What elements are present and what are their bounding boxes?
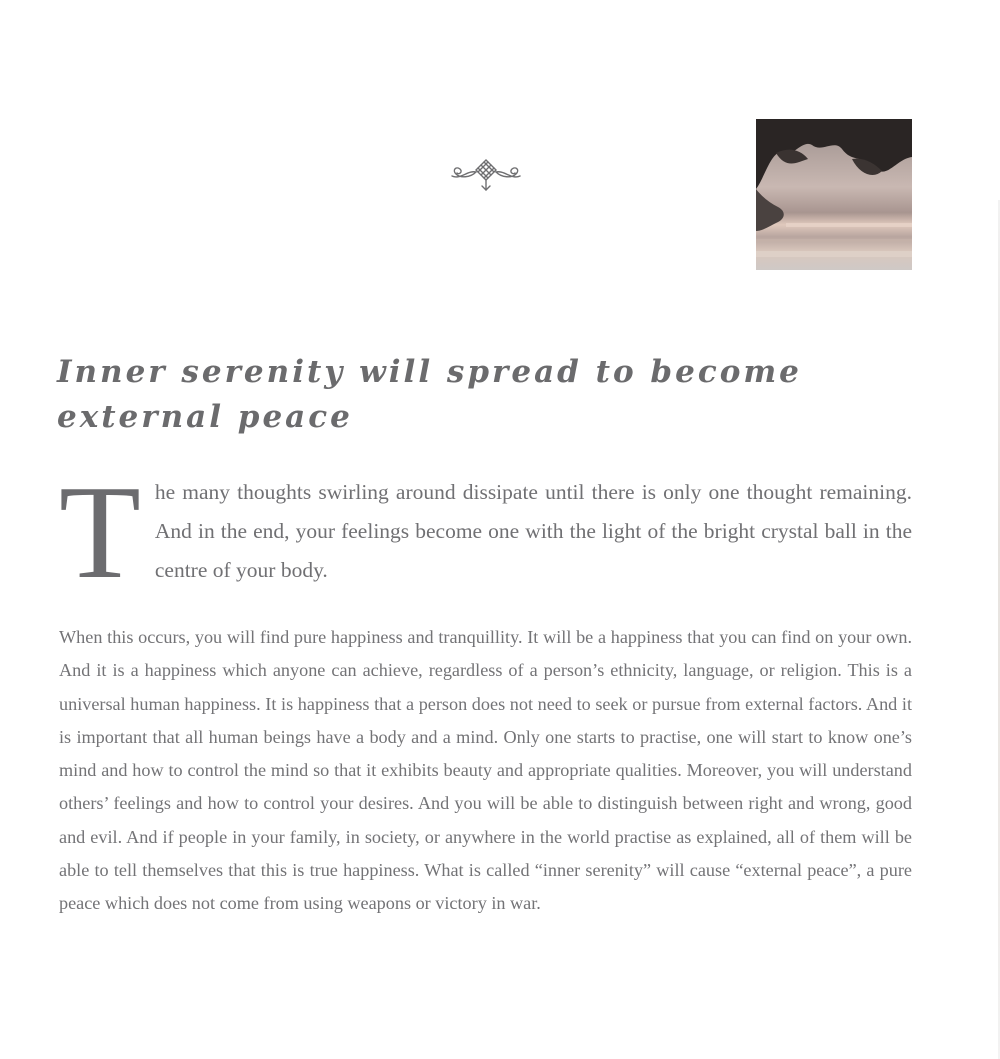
knot-scroll-ornament-icon [446,156,526,196]
lead-paragraph [59,458,912,606]
drop-cap: T [59,458,141,606]
landscape-photo [756,119,912,270]
article-heading: Inner serenity will spread to become external peace [57,354,802,435]
lead-text: he many thoughts swirling around dissipate until there is only one thought remaining. And in the end, your feelings become one with the light of the bright crystal ball in the centre of your body. [154,480,912,582]
body-paragraph: When this occurs, you will find pure happiness and tranquillity. It will be a happiness that you can find on your own. And it is a happiness which anyone can achieve, regardless of a person’s ethnicity, language, or religion. This is a universal human happiness. It is happiness that a person does not need to seek or pursue from external factors. And it is important that all human beings have a body and a mind. Only one starts to practise, one will start to know one’s mind and how to control the mind so that it exhibits beauty and appropriate qualities. Moreover, you will understand others’ feelings and how to control your desires. And you will be able to distinguish between right and wrong, good and evil. And if people in your family, in society, or anywhere in the world practise as explained, all of them will be able to tell themselves that this is true happiness. What is called “inner serenity” will cause “external peace”, a pure peace which does not come from using weapons or victory in war. [59,627,912,914]
